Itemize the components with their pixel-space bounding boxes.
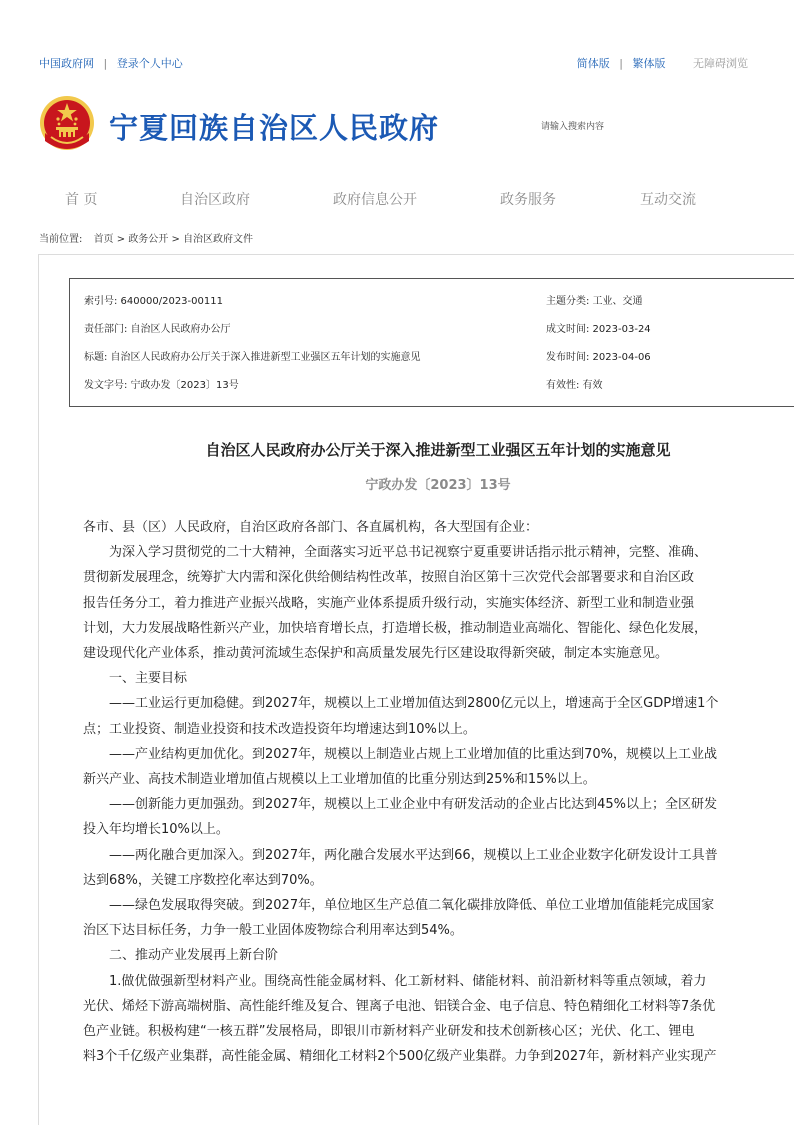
section-heading: 一、主要目标 [109,671,188,687]
simplified-link[interactable]: 简体版 [576,57,610,70]
separator: | [619,57,623,70]
paragraph: 治区下达目标任务，力争一般工业固体废物综合利用率达到54%。 [83,923,463,939]
paragraph: 建设现代化产业体系，推动黄河流域生态保护和高质量发展先行区建设取得新突破，制定本实施意见。 [83,646,669,662]
paragraph: 点；工业投资、制造业投资和技术改造投资年均增速达到10%以上。 [83,721,476,737]
meta-created: 成文时间: 2023-03-24 [546,324,651,335]
breadcrumb-home[interactable]: 首页 [93,234,114,245]
paragraph: ——创新能力更加强劲。到2027年，规模以上工业企业中有研发活动的企业占比达到45%以上；全区研发 [109,797,717,813]
paragraph: 1.做优做强新型材料产业。围绕高性能金属材料、化工新材料、储能材料、前沿新材料等重点领域，着力 [109,973,707,989]
meta-published: 发布时间: 2023-04-06 [546,352,651,363]
site-title[interactable]: 宁夏回族自治区人民政府 [109,111,440,145]
paragraph: ——两化融合更加深入。到2027年，两化融合发展水平达到66，规模以上工业企业数字化研发设计工具普 [109,847,718,863]
document-body [83,515,794,1069]
meta-index-no: 索引号: 640000/2023-00111 [84,296,223,307]
site-header [37,90,757,160]
paragraph: 达到68%，关键工序数控化率达到70%。 [83,872,323,888]
breadcrumb-separator: > [171,234,184,245]
gov-portal-link[interactable]: 中国政府网 [39,57,94,70]
nav-item-services[interactable]: 政务服务 [500,192,556,208]
paragraph: 料3个千亿级产业集群，高性能金属、精细化工材料2个500亿级产业集群。力争到2027年，新材料产业实现产 [83,1049,717,1065]
paragraph: ——绿色发展取得突破。到2027年，单位地区生产总值二氧化碳排放降低、单位工业增加值能耗完成国家 [109,898,715,914]
meta-validity: 有效性: 有效 [546,380,603,391]
nav-item-home[interactable]: 首 页 [65,192,98,208]
meta-department: 责任部门: 自治区人民政府办公厅 [84,324,231,335]
top-utility-bar [39,55,748,71]
document-number: 宁政办发〔2023〕13号 [365,478,511,493]
breadcrumb-level2[interactable]: 自治区政府文件 [183,234,254,245]
top-bar-right [577,55,748,71]
paragraph: 报告任务分工，着力推进产业振兴战略，实施产业体系提质升级行动，实施实体经济、新型工业和制造业强 [83,595,695,611]
meta-doc-no: 发文字号: 宁政办发〔2023〕13号 [84,380,239,391]
breadcrumb-separator: > [116,234,129,245]
paragraph: 光伏、烯烃下游高端树脂、高性能纤维及复合、锂离子电池、铝镁合金、电子信息、特色精细化工材料等7条优 [83,998,716,1014]
meta-title: 标题: 自治区人民政府办公厅关于深入推进新型工业强区五年计划的实施意见 [84,352,421,363]
paragraph: 新兴产业、高技术制造业增加值占规模以上工业增加值的比重分别达到25%和15%以上。 [83,772,596,788]
document-metadata-box [69,278,794,407]
main-nav [0,189,794,211]
breadcrumb [39,230,253,245]
paragraph: 投入年均增长10%以上。 [83,822,229,838]
paragraph: 计划，大力发展战略性新兴产业，加快培育增长点，打造增长极，推动制造业高端化、智能化、绿色化发展， [83,620,708,636]
login-link[interactable]: 登录个人中心 [116,57,183,70]
nav-item-interaction[interactable]: 互动交流 [640,192,696,208]
paragraph: ——工业运行更加稳健。到2027年，规模以上工业增加值达到2800亿元以上，增速高于全区GDP增速1个 [109,696,719,712]
document-title: 自治区人民政府办公厅关于深入推进新型工业强区五年计划的实施意见 [205,441,671,459]
nav-item-government[interactable]: 自治区政府 [180,192,250,208]
traditional-link[interactable]: 繁体版 [632,57,666,70]
national-emblem-logo[interactable] [37,93,97,157]
separator: | [103,57,108,70]
paragraph: 色产业链。积极构建“一核五群”发展格局，即银川市新材料产业研发和技术创新核心区；光伏、化工、锂电 [83,1024,695,1040]
paragraph: 为深入学习贯彻党的二十大精神，全面落实习近平总书记视察宁夏重要讲话指示批示精神，完整、准确、 [109,545,708,561]
nav-item-info-disclosure[interactable]: 政府信息公开 [333,192,417,208]
breadcrumb-level1[interactable]: 政务公开 [128,234,169,245]
paragraph: 各市、县（区）人民政府，自治区政府各部门、各直属机构，各大型国有企业： [83,520,539,535]
accessibility-link[interactable]: 无障碍浏览 [693,57,748,70]
top-bar-left [39,55,183,71]
search-input[interactable]: 请输入搜索内容 [541,122,605,132]
meta-category: 主题分类: 工业、交通 [546,296,643,307]
breadcrumb-prefix: 当前位置: [39,234,83,245]
paragraph: 贯彻新发展理念，统筹扩大内需和深化供给侧结构性改革，按照自治区第十三次党代会部署要求和自治区政 [83,570,695,586]
section-heading: 二、推动产业发展再上新台阶 [109,948,279,964]
paragraph: ——产业结构更加优化。到2027年，规模以上制造业占规上工业增加值的比重达到70%，规模以上工业战 [109,746,717,762]
